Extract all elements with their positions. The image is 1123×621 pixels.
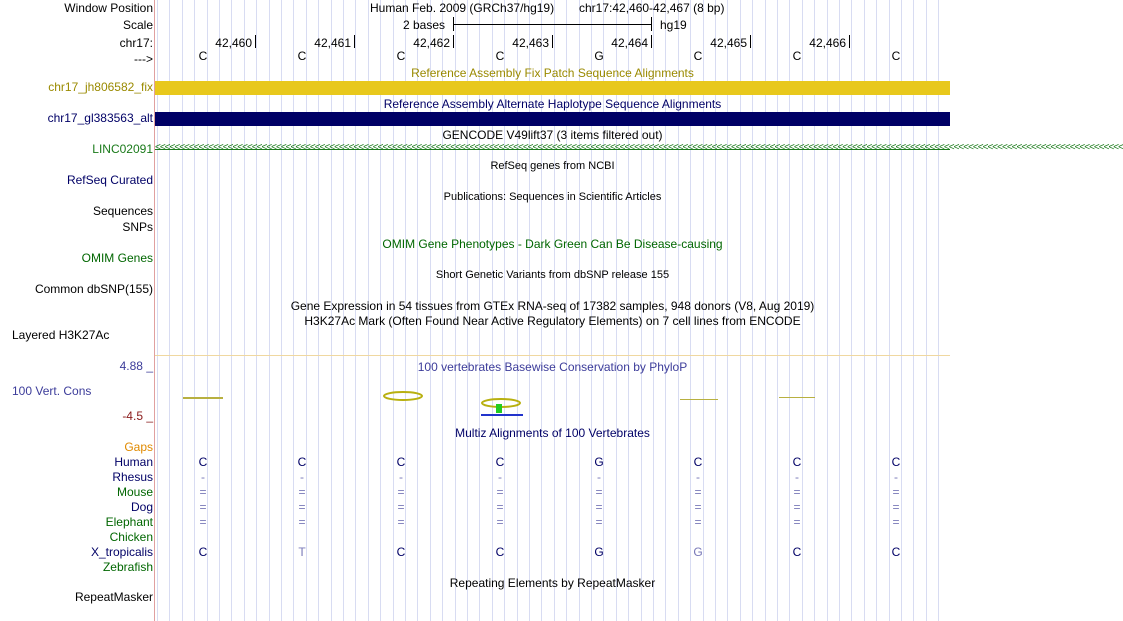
alignment-base: - <box>399 470 403 484</box>
publications-title: Publications: Sequences in Scientific Articles <box>443 191 662 203</box>
ruler-tick <box>354 35 355 48</box>
alignment-base: = <box>298 515 306 529</box>
alignment-base: = <box>892 500 900 514</box>
phylop-min-label: -4.5 _ <box>122 409 153 423</box>
reference-base: C <box>297 49 307 63</box>
alignment-base: C <box>396 545 406 559</box>
omim-title: OMIM Gene Phenotypes - Dark Green Can Be Disease-causing <box>382 237 723 251</box>
phylop-score-3 <box>384 392 422 400</box>
h3k27ac-baseline <box>155 355 950 356</box>
fix-patch-bar[interactable] <box>155 81 950 95</box>
alignment-base: = <box>199 515 207 529</box>
chrom-label: chr17: <box>119 36 153 50</box>
species-label-rhesus[interactable]: Rhesus <box>112 470 153 484</box>
ruler-tick <box>552 35 553 48</box>
publications-label[interactable]: Sequences <box>92 204 153 218</box>
dbsnp-label[interactable]: Common dbSNP(155) <box>34 282 153 296</box>
alignment-base: C <box>198 455 208 469</box>
h3k27ac-title: H3K27Ac Mark (Often Found Near Active Regulatory Elements) on 7 cell lines from ENCODE <box>304 314 801 328</box>
alignment-base: C <box>792 545 802 559</box>
window-position-label: Window Position <box>64 1 153 15</box>
alignment-base: = <box>496 500 504 514</box>
phylop-score-4-bar <box>496 404 502 413</box>
alignment-base: = <box>793 515 801 529</box>
alignment-base: - <box>696 470 700 484</box>
repeatmasker-label[interactable]: RepeatMasker <box>74 590 153 604</box>
alignment-base: C <box>693 455 703 469</box>
alignment-base: G <box>693 545 703 559</box>
scale-db: hg19 <box>660 18 687 32</box>
alignment-base: - <box>894 470 898 484</box>
ruler-position-label: 42,461 <box>314 36 351 50</box>
reference-base: G <box>594 49 604 63</box>
ruler-position-label: 42,462 <box>413 36 450 50</box>
alt-haplotype-title: Reference Assembly Alternate Haplotype Sequence Alignments <box>383 97 722 111</box>
alignment-base: = <box>199 500 207 514</box>
phylop-score-1 <box>183 397 223 399</box>
gaps-label[interactable]: Gaps <box>124 440 153 454</box>
reference-base: C <box>693 49 703 63</box>
alignment-base: C <box>891 455 901 469</box>
species-label-human[interactable]: Human <box>114 455 153 469</box>
alignment-base: G <box>594 455 604 469</box>
omim-label[interactable]: OMIM Genes <box>81 251 153 265</box>
alignment-base: - <box>201 470 205 484</box>
scale-label: Scale <box>122 18 153 32</box>
fix-patch-title: Reference Assembly Fix Patch Sequence Alignments <box>411 66 694 80</box>
refseq-label[interactable]: RefSeq Curated <box>66 173 153 187</box>
alt-haplotype-label[interactable]: chr17_gl383563_alt <box>47 111 153 125</box>
scale-text: 2 bases <box>403 18 446 32</box>
alignment-base: = <box>892 485 900 499</box>
ruler-position-label: 42,464 <box>611 36 648 50</box>
alignment-base: - <box>300 470 304 484</box>
alignment-base: = <box>496 515 504 529</box>
alignment-base: C <box>297 455 307 469</box>
scale-bar-right-tick <box>651 17 652 31</box>
alignment-base: - <box>795 470 799 484</box>
reference-base: C <box>198 49 208 63</box>
track-data-area[interactable] <box>155 0 1123 621</box>
alignment-base: = <box>694 515 702 529</box>
reference-base: C <box>396 49 406 63</box>
alignment-base: C <box>792 455 802 469</box>
h3k27ac-label[interactable]: Layered H3K27Ac <box>12 328 110 342</box>
species-label-x_tropicalis[interactable]: X_tropicalis <box>90 545 153 559</box>
snps-label[interactable]: SNPs <box>122 220 153 234</box>
gencode-strand-arrows: <<<<<<<<<<<<<<<<<<<<<<<<<<<<<<<<<<<<<<<<<<<<<<<<<<<<<<<<<<<<<<<<<<<<<<<<<<<<<<<<<<<<<<<<<<<<<<<<<<<<<<<<<<<<<<<<<<<<<<<<<<<<<<<<<<<<<<<<<<<<<<<<<<<<<<<<<<<<<<<<<<<<<<<<<<<<<<<<<<<<<<<<<<<<<<<<<<<<<<<< <box>155 142 1123 153</box>
phylop-score-4-neg <box>481 414 523 416</box>
fix-patch-label[interactable]: chr17_jh806582_fix <box>48 80 153 94</box>
alignment-base: = <box>199 485 207 499</box>
alignment-base: = <box>694 485 702 499</box>
gtex-title: Gene Expression in 54 tissues from GTEx RNA-seq of 17382 samples, 948 donors (V8, Aug 2019) <box>290 299 815 313</box>
species-label-dog[interactable]: Dog <box>130 500 153 514</box>
alignment-base: = <box>397 515 405 529</box>
species-label-elephant[interactable]: Elephant <box>105 515 153 529</box>
repeatmasker-title: Repeating Elements by RepeatMasker <box>449 576 656 590</box>
alt-haplotype-bar[interactable] <box>155 112 950 126</box>
ruler-position-label: 42,466 <box>809 36 846 50</box>
alignment-base: = <box>595 500 603 514</box>
ruler-position-label: 42,465 <box>710 36 747 50</box>
phylop-label[interactable]: 100 Vert. Cons <box>12 384 92 398</box>
species-label-zebrafish[interactable]: Zebrafish <box>102 560 153 574</box>
alignment-base: C <box>495 455 505 469</box>
dbsnp-title: Short Genetic Variants from dbSNP release 155 <box>435 269 670 281</box>
region-title: chr17:42,460-42,467 (8 bp) <box>579 1 725 15</box>
ruler-tick <box>651 35 652 48</box>
multiz-title: Multiz Alignments of 100 Vertebrates <box>455 426 650 440</box>
phylop-score-7 <box>779 397 815 398</box>
strand-label: ---> <box>134 52 153 66</box>
alignment-base: = <box>595 515 603 529</box>
alignment-base: = <box>298 485 306 499</box>
gencode-title: GENCODE V49lift37 (3 items filtered out) <box>442 128 663 142</box>
track-labels <box>0 0 155 621</box>
alignment-base: = <box>397 485 405 499</box>
gencode-item-label[interactable]: LINC02091 <box>92 142 153 156</box>
assembly-title: Human Feb. 2009 (GRCh37/hg19) <box>370 1 555 15</box>
phylop-max-label: 4.88 _ <box>119 359 153 373</box>
scale-bar <box>453 24 651 25</box>
alignment-base: C <box>495 545 505 559</box>
phylop-title: 100 vertebrates Basewise Conservation by PhyloP <box>417 360 688 374</box>
alignment-base: C <box>396 455 406 469</box>
alignment-base: = <box>496 485 504 499</box>
reference-base: C <box>792 49 802 63</box>
reference-base: C <box>495 49 505 63</box>
alignment-base: - <box>597 470 601 484</box>
alignment-base: = <box>298 500 306 514</box>
ruler-position-label: 42,463 <box>512 36 549 50</box>
ruler-position-label: 42,460 <box>215 36 252 50</box>
alignment-base: = <box>397 500 405 514</box>
species-label-mouse[interactable]: Mouse <box>116 485 153 499</box>
phylop-graph[interactable] <box>155 383 950 423</box>
alignment-base: = <box>595 485 603 499</box>
alignment-base: = <box>793 485 801 499</box>
phylop-score-6 <box>680 399 718 400</box>
ruler-tick <box>453 35 454 48</box>
ruler-tick <box>255 35 256 48</box>
ruler-tick <box>750 35 751 48</box>
alignment-base: C <box>198 545 208 559</box>
alignment-base: = <box>892 515 900 529</box>
alignment-base: - <box>498 470 502 484</box>
alignment-base: = <box>694 500 702 514</box>
alignment-base: = <box>793 500 801 514</box>
alignment-base: T <box>298 545 306 559</box>
ruler-tick <box>849 35 850 48</box>
reference-base: C <box>891 49 901 63</box>
refseq-title: RefSeq genes from NCBI <box>490 160 615 172</box>
scale-bar-left-tick <box>453 17 454 31</box>
alignment-base: C <box>891 545 901 559</box>
species-label-chicken[interactable]: Chicken <box>109 530 153 544</box>
alignment-base: G <box>594 545 604 559</box>
